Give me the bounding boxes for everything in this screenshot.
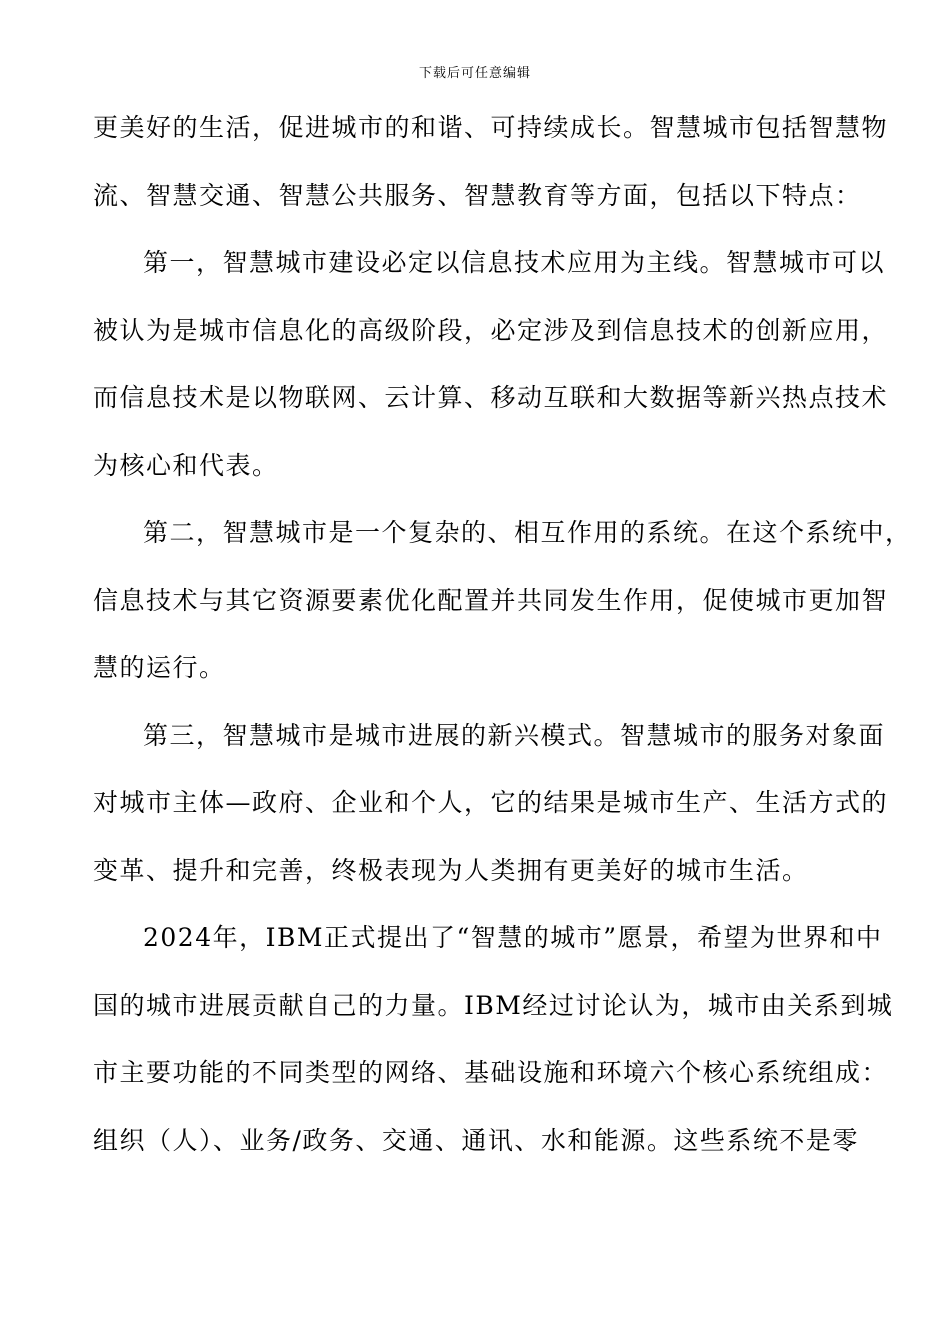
document-body (93, 103, 912, 1183)
text-line: 为核心和代表。 (93, 450, 279, 480)
text-line: 对城市主体—政府、企业和个人，它的结果是城市生产、生活方式的 (93, 788, 889, 817)
text-line: 信息技术与其它资源要素优化配置并共同发生作用，促使城市更加智 (93, 585, 889, 615)
paragraph-first-line: 2024年，IBM正式提出了“智慧的城市”愿景，希望为世界和中 (143, 923, 883, 952)
text-line: 变革、提升和完善，终极表现为人类拥有更美好的城市生活。 (93, 855, 809, 885)
paragraph-first-line: 第一，智慧城市建设必定以信息技术应用为主线。智慧城市可以 (143, 248, 886, 277)
text-line: 流、智慧交通、智慧公共服务、智慧教育等方面，包括以下特点： (93, 180, 862, 210)
text-line: 慧的运行。 (93, 653, 226, 682)
text-line: 更美好的生活，促进城市的和谐、可持续成长。智慧城市包括智慧物 (93, 113, 889, 142)
page-header-note: 下载后可任意编辑 (418, 66, 531, 81)
paragraph-first-line: 第三，智慧城市是城市进展的新兴模式。智慧城市的服务对象面 (143, 720, 886, 750)
paragraph-first-line: 第二，智慧城市是一个复杂的、相互作用的系统。在这个系统中， (143, 518, 912, 547)
text-line: 国的城市进展贡献自己的力量。IBM经过讨论认为，城市由关系到城 (93, 990, 894, 1020)
text-line: 被认为是城市信息化的高级阶段，必定涉及到信息技术的创新应用， (93, 315, 889, 345)
text-line: 市主要功能的不同类型的网络、基础设施和环境六个核心系统组成： (93, 1058, 889, 1087)
text-line: 而信息技术是以物联网、云计算、移动互联和大数据等新兴热点技术 (93, 383, 889, 412)
text-line: 组织（人）、业务/政务、交通、通讯、水和能源。这些系统不是零 (93, 1125, 859, 1155)
